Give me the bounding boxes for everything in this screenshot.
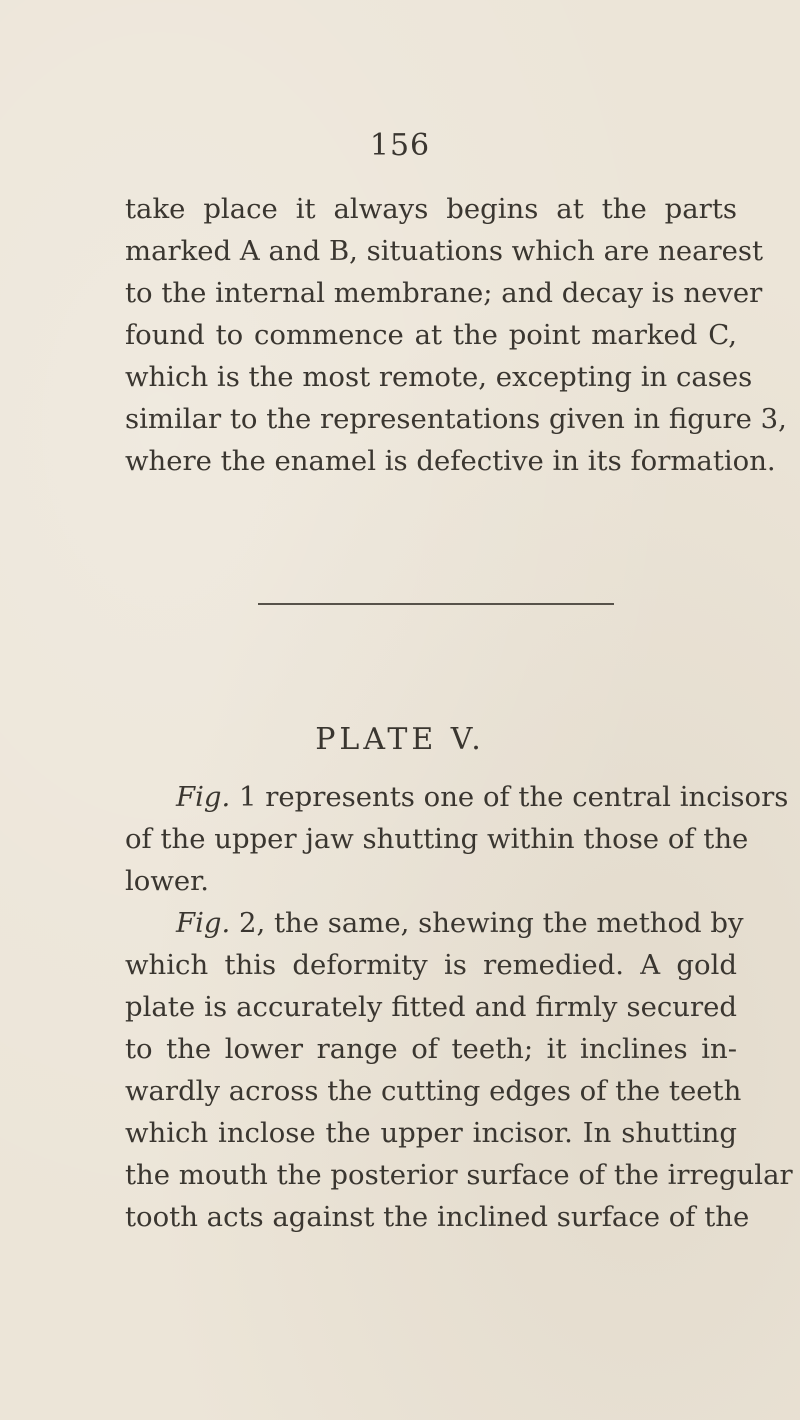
text-line: similar to the representations given in figure 3, xyxy=(125,403,787,435)
text-line: marked A and B, situations which are nearest xyxy=(125,235,764,267)
text-line: which is the most remote, excepting in cases xyxy=(125,361,753,393)
text-line: to the lower range of teeth; it inclines in- xyxy=(125,1033,737,1065)
text-line xyxy=(176,777,789,817)
section-divider xyxy=(258,603,614,605)
text-span: 2, the same, shewing the method by xyxy=(230,907,744,939)
text-line: to the internal membrane; and decay is never xyxy=(125,277,763,309)
text-line: take place it always begins at the parts xyxy=(125,193,737,225)
text-line: the mouth the posterior surface of the irregular xyxy=(125,1159,793,1191)
text-line xyxy=(176,903,744,943)
page-number: 156 xyxy=(369,128,431,163)
text-line: of the upper jaw shutting within those of the xyxy=(125,823,749,855)
text-line: tooth acts against the inclined surface of the xyxy=(125,1201,750,1233)
text-line: where the enamel is defective in its formation. xyxy=(125,445,776,477)
plate-heading: PLATE V. xyxy=(315,722,485,757)
text-line: wardly across the cutting edges of the teeth xyxy=(125,1075,742,1107)
text-line: which inclose the upper incisor. In shutting xyxy=(125,1117,737,1149)
text-span: 1 represents one of the central incisors xyxy=(230,781,789,813)
text-line: which this deformity is remedied. A gold xyxy=(125,949,737,981)
figure-label: Fig. xyxy=(176,781,231,813)
figure-label: Fig. xyxy=(176,907,231,939)
text-line: lower. xyxy=(125,865,210,897)
text-line: found to commence at the point marked C, xyxy=(125,319,737,351)
text-line: plate is accurately fitted and firmly secured xyxy=(125,991,737,1023)
